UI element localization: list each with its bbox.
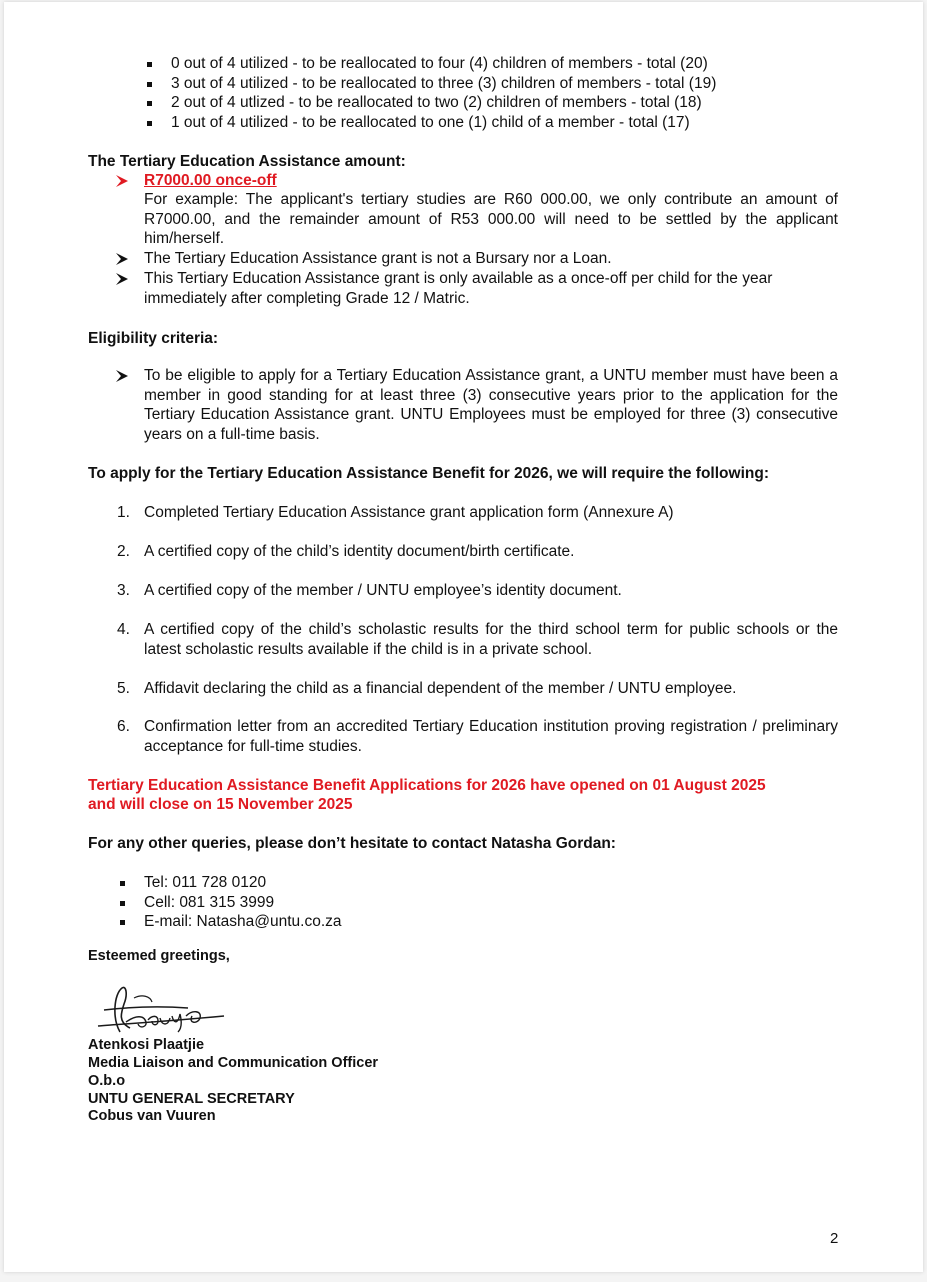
document-page bbox=[4, 2, 923, 1272]
arrow-bullet-icon bbox=[115, 272, 129, 286]
arrow-bullet-icon bbox=[115, 369, 129, 383]
contact-item-cell: Cell: 081 315 3999 bbox=[144, 893, 342, 913]
requirements-heading: To apply for the Tertiary Education Assistance Benefit for 2026, we will require the following: bbox=[88, 465, 769, 482]
contact-list bbox=[144, 873, 342, 932]
amount-heading: The Tertiary Education Assistance amount: bbox=[88, 153, 406, 170]
list-number: 1. bbox=[117, 504, 130, 521]
deadline-line-1: Tertiary Education Assistance Benefit Applications for 2026 have opened on 01 August 2025 bbox=[88, 777, 766, 794]
eligibility-heading: Eligibility criteria: bbox=[88, 330, 219, 347]
requirement-item: A certified copy of the child’s scholastic results for the third school term for public schools or the latest scholastic results available if the child is in a private school. bbox=[144, 621, 838, 658]
requirement-item: Affidavit declaring the child as a financial dependent of the member / UNTU employee. bbox=[144, 680, 737, 697]
amount-point-once-off: This Tertiary Education Assistance grant is only available as a once-off per child for the year immediately after completing Grade 12 / Matric. bbox=[144, 270, 773, 307]
deadline-line-2: and will close on 15 November 2025 bbox=[88, 796, 353, 813]
greeting: Esteemed greetings, bbox=[88, 948, 230, 964]
obo-label: O.b.o bbox=[88, 1073, 126, 1089]
requirement-item: A certified copy of the member / UNTU employee’s identity document. bbox=[144, 582, 622, 599]
signature-icon bbox=[90, 980, 230, 1038]
org-title: UNTU GENERAL SECRETARY bbox=[88, 1091, 295, 1107]
requirement-item: Confirmation letter from an accredited Tertiary Education institution proving registration / preliminary acceptance for full-time studies. bbox=[144, 718, 838, 755]
list-item: 1 out of 4 utilized - to be reallocated to one (1) child of a member - total (17) bbox=[171, 113, 716, 133]
eligibility-text: To be eligible to apply for a Tertiary Education Assistance grant, a UNTU member must have been a member in good standing for at least three (3) consecutive years prior to the application for the Tertiary Education Assistance grant. UNTU Employees must be employed for three (3) consecutive years on a full-time basis. bbox=[144, 367, 838, 443]
arrow-bullet-icon bbox=[115, 252, 129, 266]
list-item: 3 out of 4 utilized - to be reallocated to three (3) children of members - total (19) bbox=[171, 74, 716, 94]
list-number: 5. bbox=[117, 680, 130, 697]
list-number: 2. bbox=[117, 543, 130, 560]
contact-item-email[interactable]: E-mail: Natasha@untu.co.za bbox=[144, 912, 342, 932]
amount-highlight: R7000.00 once-off bbox=[144, 172, 277, 189]
list-number: 3. bbox=[117, 582, 130, 599]
amount-point-not-bursary: The Tertiary Education Assistance grant is not a Bursary nor a Loan. bbox=[144, 250, 612, 267]
list-number: 6. bbox=[117, 718, 130, 735]
list-item: 2 out of 4 utlized - to be reallocated to two (2) children of members - total (18) bbox=[171, 93, 716, 113]
signatory-name: Atenkosi Plaatjie bbox=[88, 1037, 205, 1053]
list-number: 4. bbox=[117, 621, 130, 638]
arrow-bullet-icon bbox=[115, 174, 129, 188]
list-item: 0 out of 4 utilized - to be reallocated to four (4) children of members - total (20) bbox=[171, 54, 716, 74]
reallocation-list bbox=[171, 54, 716, 132]
amount-example: For example: The applicant's tertiary studies are R60 000.00, we only contribute an amount of R7000.00, and the remainder amount of R53 000.00 will need to be settled by the applicant him/herself. bbox=[144, 191, 838, 248]
contact-heading: For any other queries, please don’t hesitate to contact Natasha Gordan: bbox=[88, 835, 616, 852]
requirement-item: A certified copy of the child’s identity document/birth certificate. bbox=[144, 543, 575, 560]
contact-item-tel: Tel: 011 728 0120 bbox=[144, 873, 342, 893]
page-number: 2 bbox=[830, 1230, 839, 1247]
requirement-item: Completed Tertiary Education Assistance grant application form (Annexure A) bbox=[144, 504, 674, 521]
secretary-name: Cobus van Vuuren bbox=[88, 1108, 216, 1124]
signatory-title: Media Liaison and Communication Officer bbox=[88, 1055, 379, 1071]
